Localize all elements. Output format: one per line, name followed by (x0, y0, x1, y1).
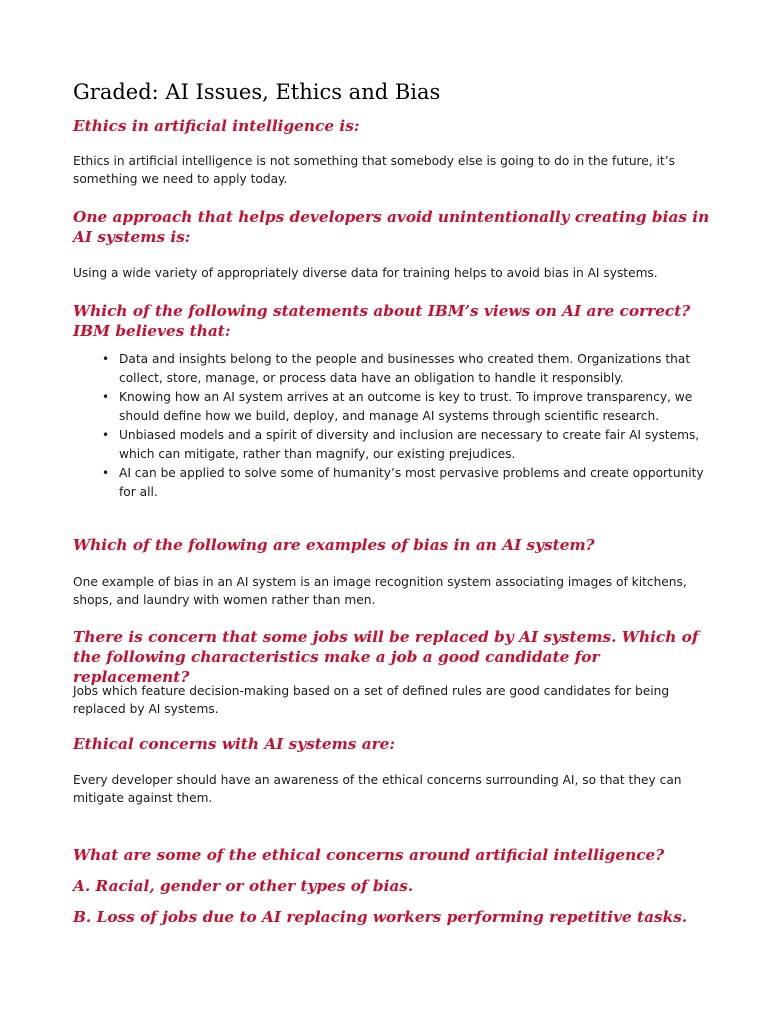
bullet-icon: • (102, 428, 110, 442)
answer-ethical-concerns: Every developer should have an awareness of the ethical concerns surrounding AI, so that they can mitigate against them. (73, 773, 682, 805)
question-ethics-definition: Ethics in artificial intelligence is: (73, 117, 360, 135)
option-a: A. Racial, gender or other types of bias. (73, 877, 414, 895)
list-item (73, 388, 713, 426)
question-bias-examples: Which of the following are examples of bias in an AI system? (73, 536, 595, 554)
bullet-icon: • (102, 390, 110, 404)
answer-job-replacement: Jobs which feature decision-making based on a set of defined rules are good candidates for being replaced by AI systems. (73, 684, 670, 716)
list-item-text: AI can be applied to solve some of humanity’s most pervasive problems and create opportunity for all. (119, 466, 704, 499)
list-item-text: Knowing how an AI system arrives at an outcome is key to trust. To improve transparency, we should define how we build, deploy, and manage AI systems through scientific research. (119, 390, 693, 423)
answer-avoid-bias: Using a wide variety of appropriately diverse data for training helps to avoid bias in AI systems. (73, 266, 658, 280)
document-title: Graded: AI Issues, Ethics and Bias (73, 80, 441, 104)
question-ibm-views: Which of the following statements about IBM’s views on AI are correct? (73, 302, 691, 320)
list-item-text: Data and insights belong to the people and businesses who created them. Organizations that collect, store, manage, or process data have an obligation to handle it responsibly. (119, 352, 691, 385)
question-ibm-believes: IBM believes that: (73, 322, 231, 340)
ibm-beliefs-list (73, 350, 713, 502)
list-item (73, 464, 713, 502)
list-item-text: Unbiased models and a spirit of diversity and inclusion are necessary to create fair AI systems, which can mitigate, rather than magnify, our existing prejudices. (119, 428, 700, 461)
option-b: B. Loss of jobs due to AI replacing workers performing repetitive tasks. (73, 908, 688, 926)
answer-bias-examples: One example of bias in an AI system is an image recognition system associating images of kitchens, shops, and laundry with women rather than men. (73, 575, 687, 607)
list-item (73, 350, 713, 388)
bullet-icon: • (102, 352, 110, 366)
list-item (73, 426, 713, 464)
question-ethical-concerns-ai: What are some of the ethical concerns around artificial intelligence? (73, 846, 665, 864)
question-ethical-concerns: Ethical concerns with AI systems are: (73, 735, 396, 753)
bullet-icon: • (102, 466, 110, 480)
question-job-replacement: There is concern that some jobs will be replaced by AI systems. Which of the following characteristics make a job a good candidate for replacement? (73, 628, 699, 686)
question-avoid-bias: One approach that helps developers avoid unintentionally creating bias in AI systems is: (73, 208, 710, 246)
answer-ethics-definition: Ethics in artificial intelligence is not something that somebody else is going to do in the future, it’s something we need to apply today. (73, 154, 675, 186)
